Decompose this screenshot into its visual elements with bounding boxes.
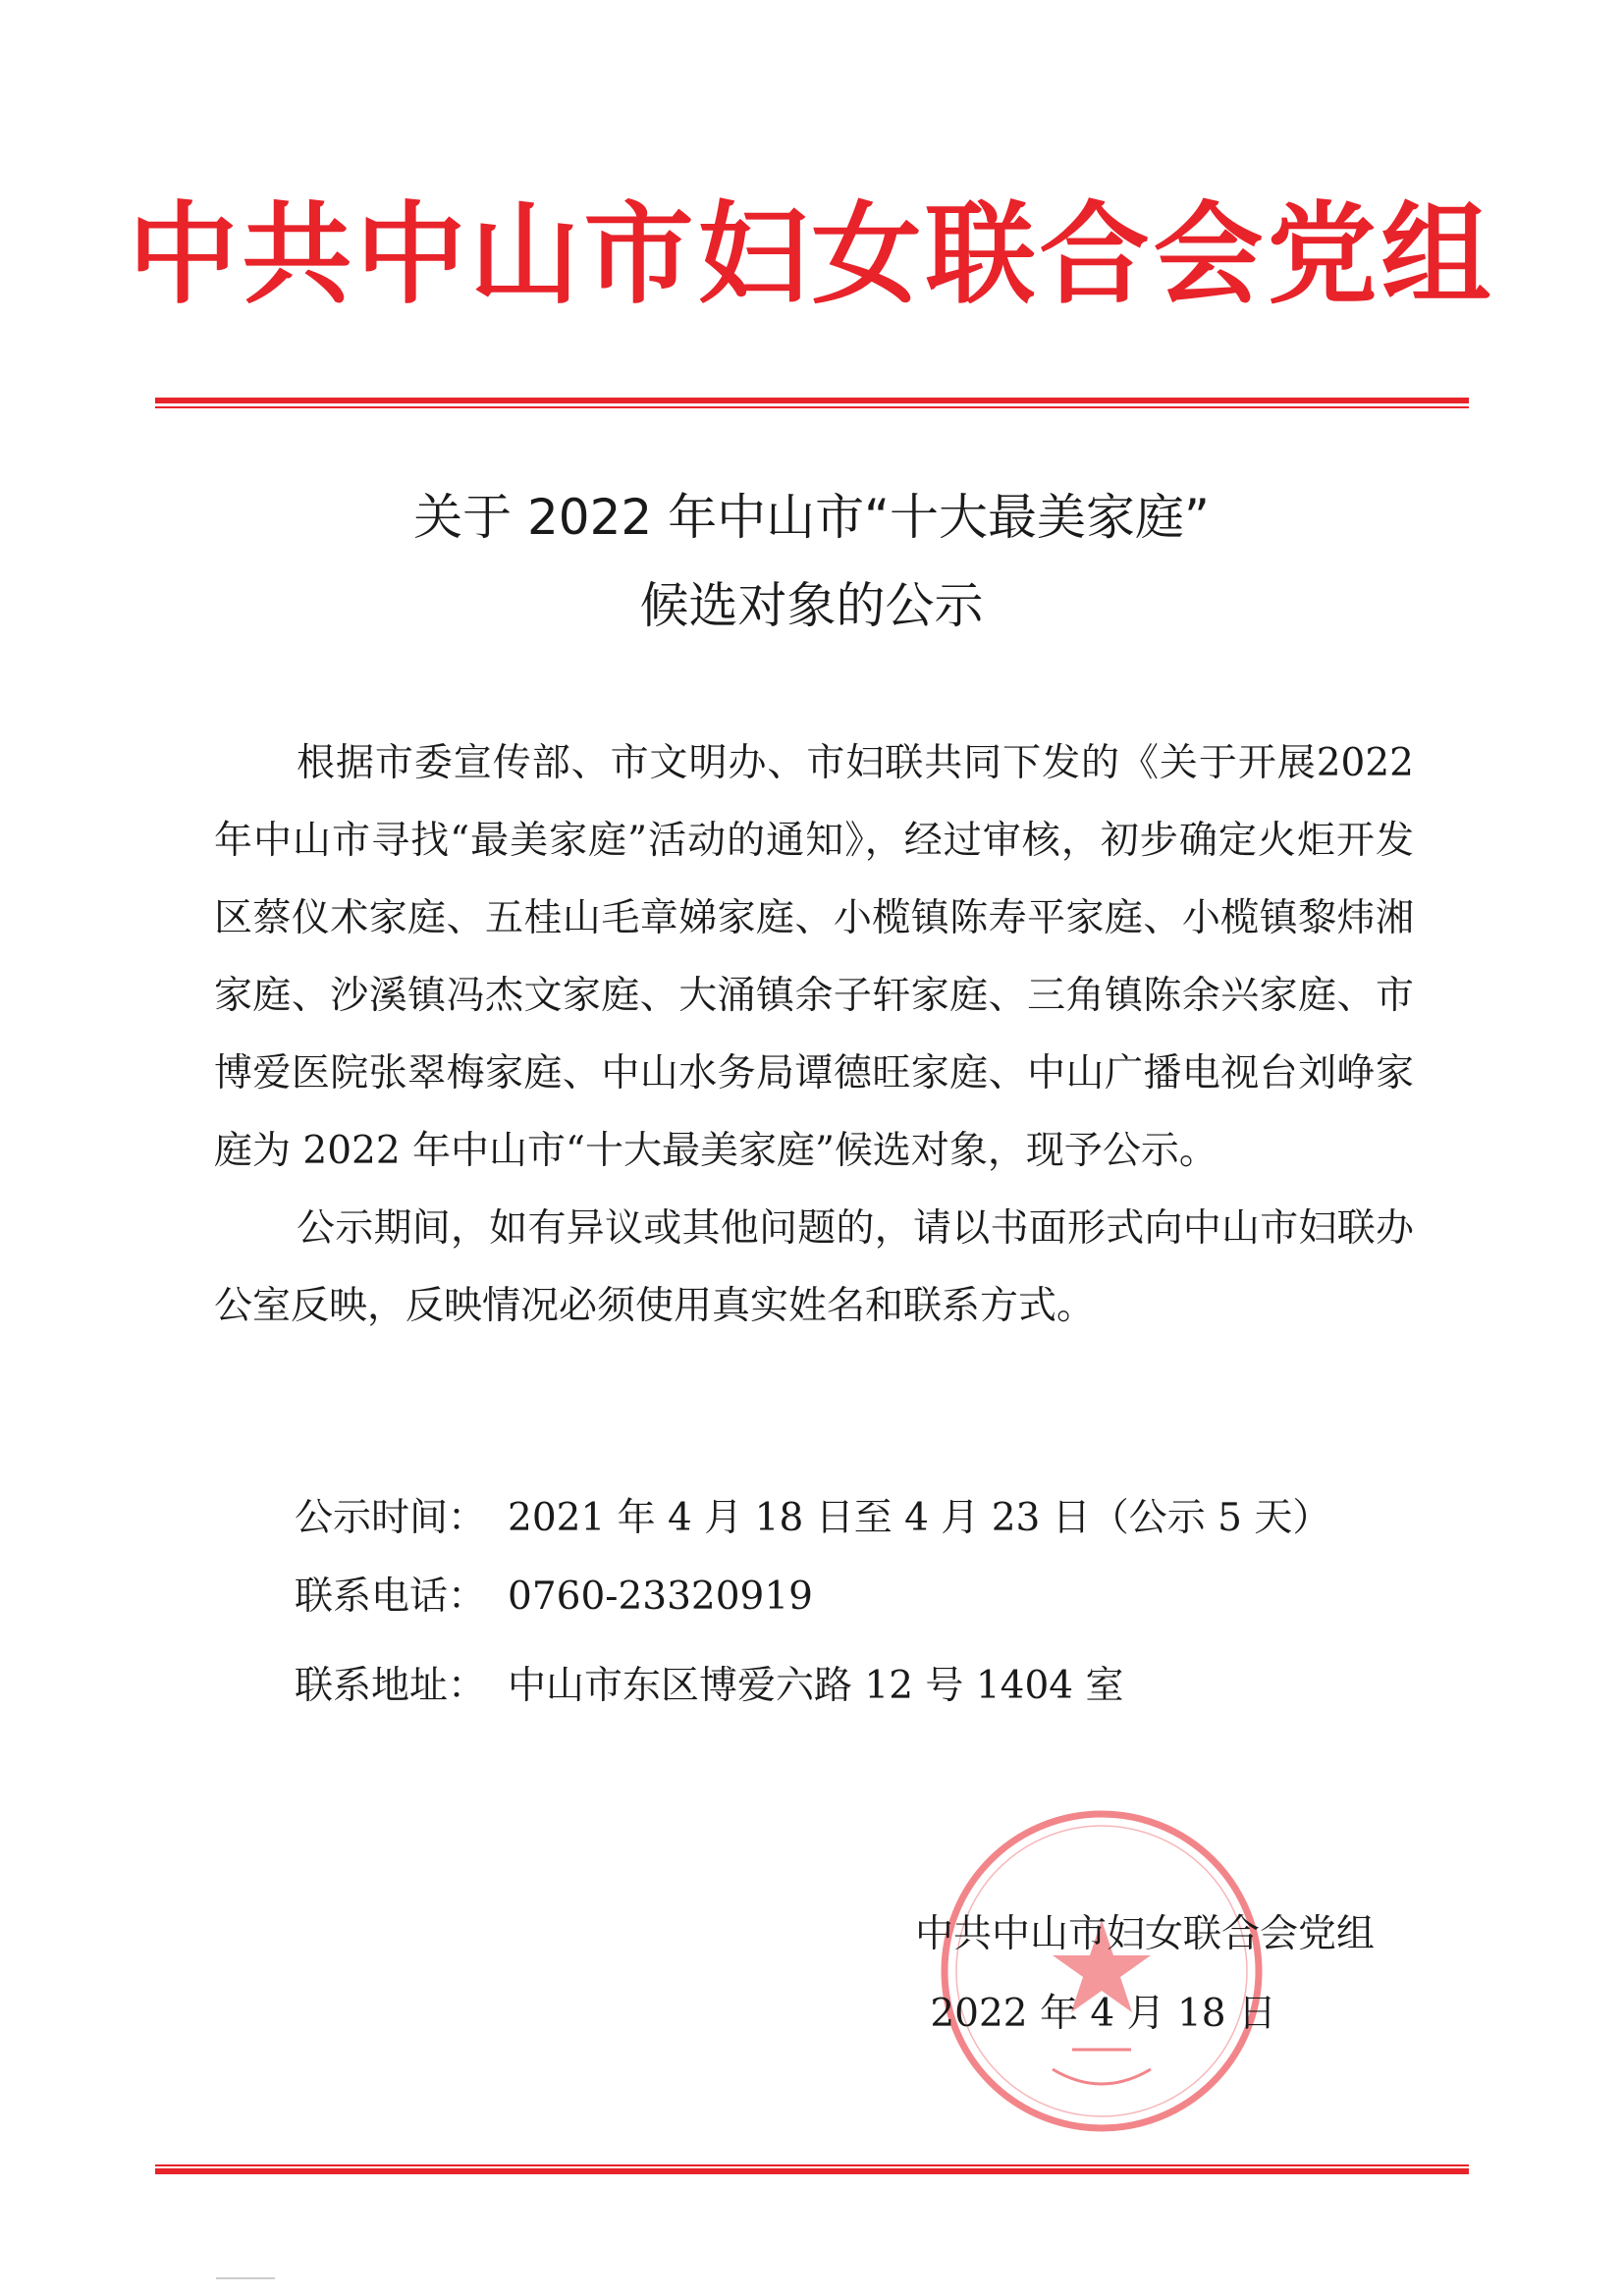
footer-divider (155, 2164, 1469, 2176)
publicity-period-value: 2021 年 4 月 18 日至 4 月 23 日（公示 5 天） (508, 1496, 1331, 1540)
contact-phone-label: 联系电话： (295, 1575, 487, 1619)
document-masthead: 中共中山市妇女联合会党组 (128, 191, 1495, 319)
footer-mark (216, 2277, 275, 2279)
contact-address (295, 1657, 1123, 1716)
body-paragraph-1: 根据市委宣传部、市文明办、市妇联共同下发的《关于开展2022 年中山市寻找“最美家庭”活动的通知》，经过审核，初步确定火炬开发区蔡仪术家庭、五桂山毛章娣家庭、小榄镇陈寿平家庭、小榄镇黎炜湘家庭、沙溪镇冯杰文家庭、大涌镇余子轩家庭、三角镇陈余兴家庭、市博爱医院张翠梅家庭、中山水务局谭德旺家庭、中山广播电视台刘峥家庭为 2022 年中山市“十大最美家庭”候选对象，现予公示。 (214, 741, 1414, 1173)
contact-phone (295, 1568, 813, 1627)
document-title-line-1: 关于 2022 年中山市“十大最美家庭” (413, 489, 1210, 546)
publicity-period (295, 1489, 1330, 1548)
body-paragraph-2: 公示期间，如有异议或其他问题的，请以书面形式向中山市妇联办公室反映，反映情况必须使用真实姓名和联系方式。 (214, 1206, 1414, 1328)
contact-phone-value: 0760-23320919 (508, 1575, 813, 1619)
signature-organization: 中共中山市妇女联合会党组 (914, 1912, 1375, 1956)
document-title-line-2: 候选对象的公示 (639, 577, 984, 634)
publicity-period-label: 公示时间： (295, 1496, 487, 1540)
document-body (214, 724, 1414, 1345)
contact-address-label: 联系地址： (295, 1664, 487, 1708)
signature-date: 2022 年 4 月 18 日 (930, 1992, 1276, 2036)
official-seal-icon (935, 1804, 1269, 2138)
masthead-divider (155, 398, 1469, 409)
contact-address-value: 中山市东区博爱六路 12 号 1404 室 (508, 1664, 1124, 1708)
